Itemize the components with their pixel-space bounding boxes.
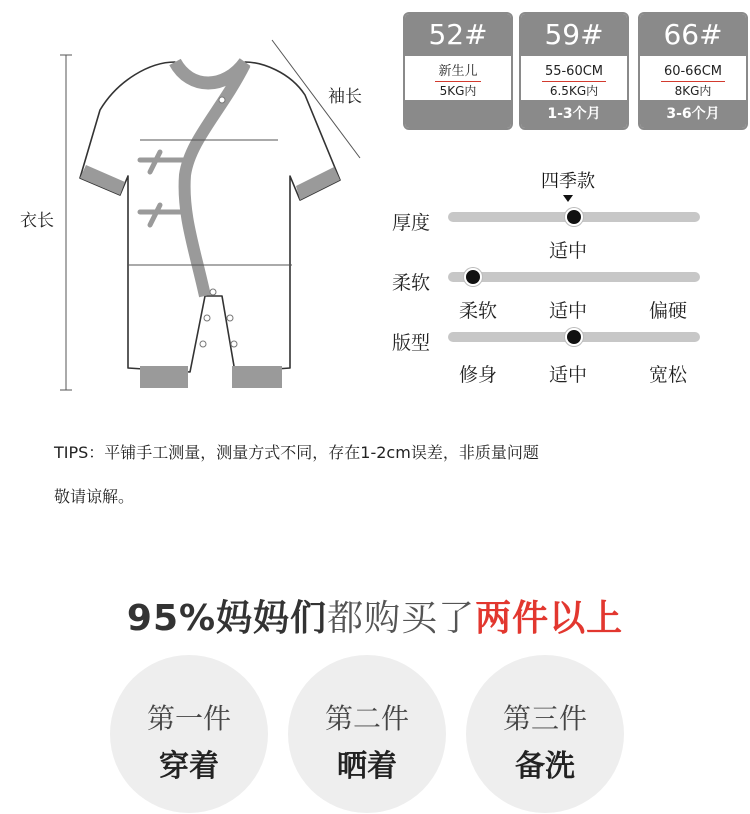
rating-marker	[464, 268, 482, 286]
circle-bottom-text: 晒着	[337, 749, 397, 784]
rating-tick: 偏硬	[648, 300, 688, 322]
size-code: 66#	[640, 14, 746, 56]
rating-tick: 适中	[548, 364, 588, 386]
circle-second-piece	[288, 655, 446, 813]
circle-bottom-text: 穿着	[159, 749, 219, 784]
circle-top-text: 第一件	[146, 702, 231, 735]
rating-label-fit: 版型	[392, 332, 431, 354]
sleeve-length-label: 袖长	[328, 87, 362, 107]
headline-part-2: 都购买了	[327, 598, 476, 639]
rating-tick: 宽松	[648, 364, 688, 386]
size-card-59	[519, 12, 629, 130]
tips-line-2: 敬请谅解。	[54, 487, 135, 506]
body-length-label: 衣长	[20, 211, 54, 231]
rating-track-softness	[448, 272, 700, 282]
size-age: 3-6个月	[640, 100, 746, 128]
headline-part-1: 95%妈妈们	[126, 598, 328, 639]
rating-tick: 柔软	[458, 300, 498, 322]
circle-first-piece	[110, 655, 268, 813]
circle-bottom-text: 备洗	[515, 749, 575, 784]
size-code: 52#	[405, 14, 511, 56]
rating-track-fit	[448, 332, 700, 342]
rating-marker	[565, 328, 583, 346]
rating-tick: 适中	[548, 300, 588, 322]
size-code: 59#	[521, 14, 627, 56]
rating-tick: 适中	[548, 240, 588, 262]
size-height: 55-60CM	[542, 64, 606, 82]
circle-top-text: 第二件	[324, 702, 409, 735]
size-height: 新生儿	[435, 64, 480, 82]
promo-headline	[0, 590, 750, 641]
season-pointer-icon	[563, 195, 573, 202]
circle-third-piece	[466, 655, 624, 813]
rating-tick: 修身	[458, 364, 498, 386]
circle-top-text: 第三件	[502, 702, 587, 735]
size-weight: 6.5KG内	[549, 84, 599, 98]
size-height: 60-66CM	[661, 64, 725, 82]
romper-diagram	[0, 0, 390, 420]
size-card-66	[638, 12, 748, 130]
size-age: 1-3个月	[521, 100, 627, 128]
tips-line-1: TIPS：平铺手工测量，测量方式不同，存在1-2cm误差，非质量问题	[54, 443, 539, 462]
rating-track-thickness	[448, 212, 700, 222]
rating-marker	[565, 208, 583, 226]
headline-part-3: 两件以上	[475, 598, 624, 639]
rating-label-thickness: 厚度	[392, 212, 431, 234]
size-weight: 5KG内	[439, 84, 477, 98]
season-label: 四季款	[541, 171, 595, 192]
size-age	[405, 100, 511, 128]
rating-label-softness: 柔软	[392, 272, 431, 294]
size-card-52	[403, 12, 513, 130]
size-weight: 8KG内	[674, 84, 712, 98]
